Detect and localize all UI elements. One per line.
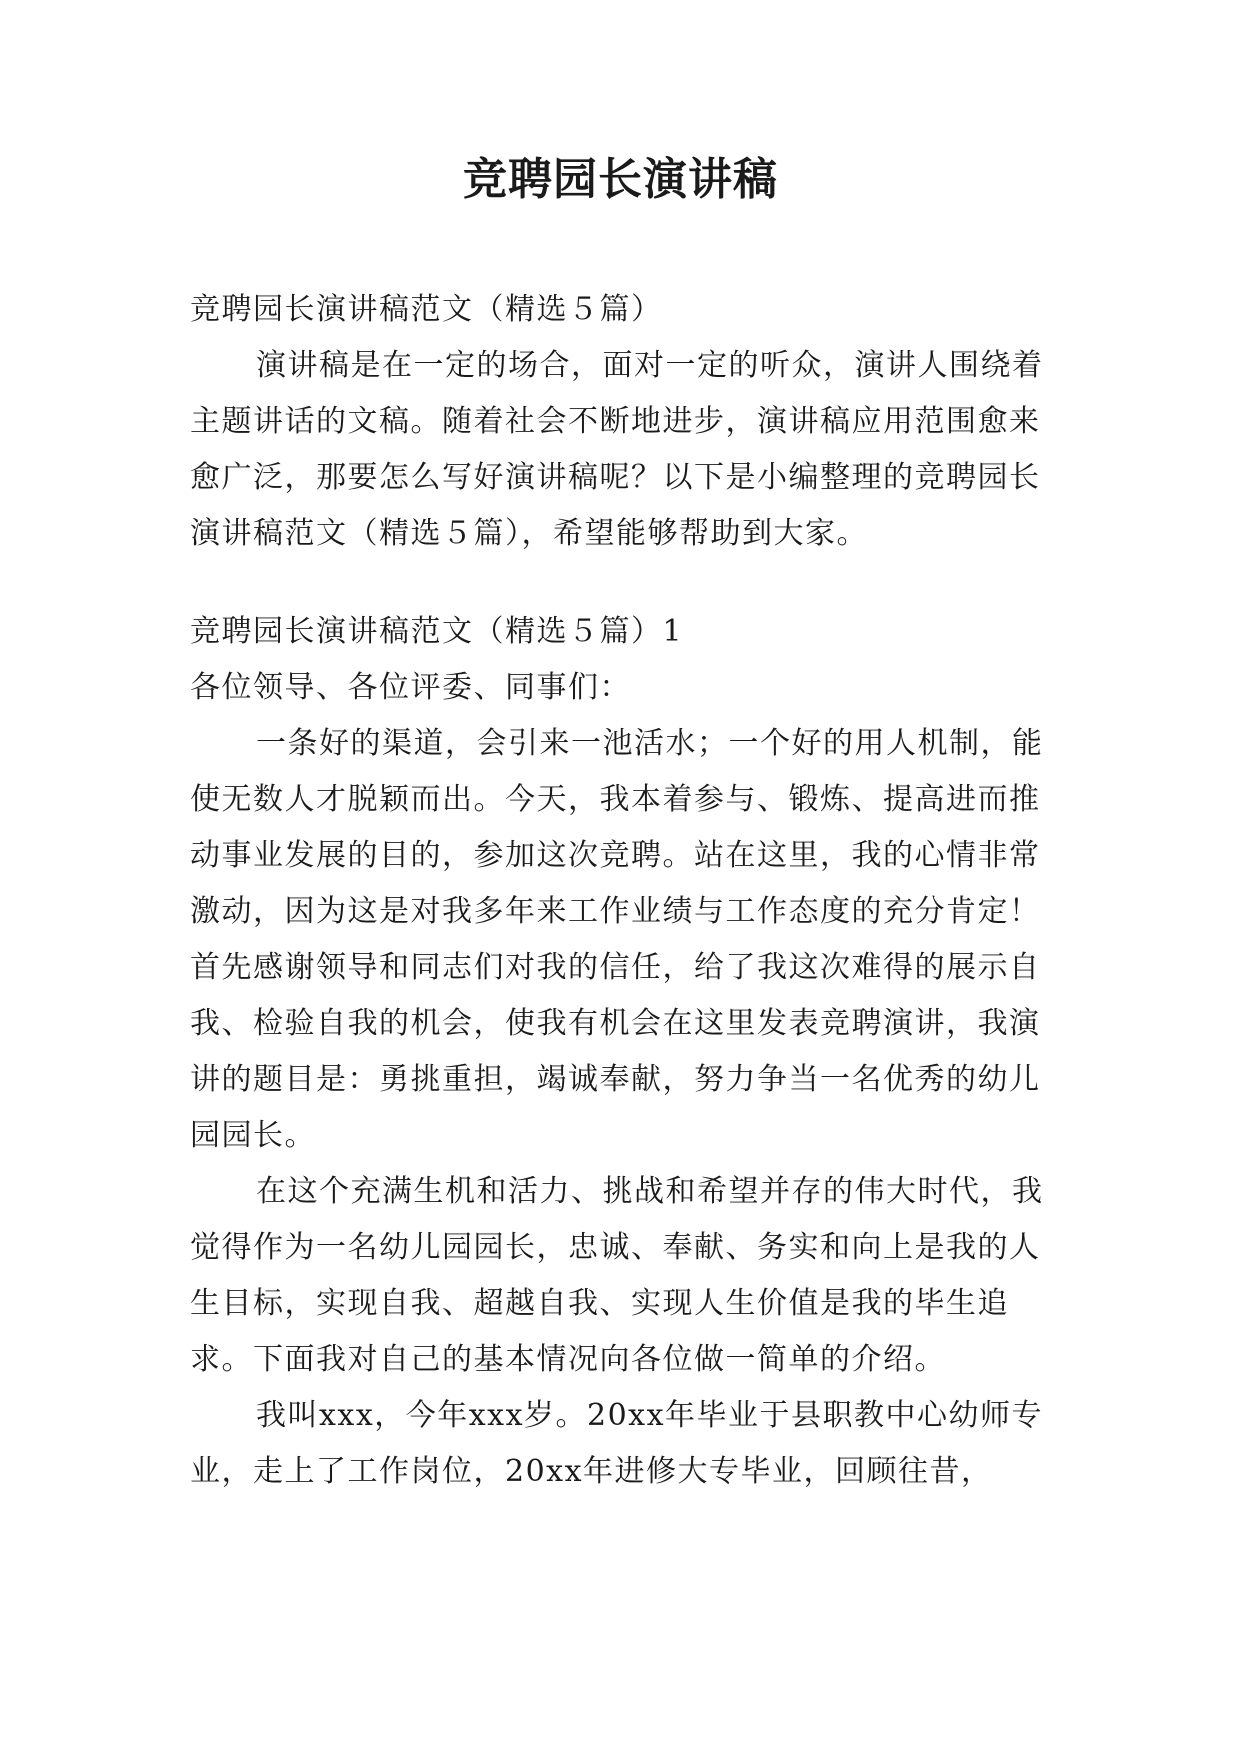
- document-body: [190, 282, 1060, 1500]
- document-title: 竞聘园长演讲稿: [463, 154, 778, 205]
- intro-paragraph: 演讲稿是在一定的场合，面对一定的听众，演讲人围绕着主题讲话的文稿。随着社会不断地进步，演讲稿应用范围愈来愈广泛，那要怎么写好演讲稿呢？以下是小编整理的竞聘园长演讲稿范文（精选５篇），希望能够帮助到大家。: [190, 348, 1044, 551]
- section-gap: [190, 562, 1060, 604]
- document-subtitle: 竞聘园长演讲稿范文（精选５篇）: [190, 292, 663, 327]
- body-paragraph-1: 一条好的渠道，会引来一池活水；一个好的用人机制，能使无数人才脱颖而出。今天，我本着参与、锻炼、提高进而推动事业发展的目的，参加这次竞聘。站在这里，我的心情非常激动，因为这是对我多年来工作业绩与工作态度的充分肯定！首先感谢领导和同志们对我的信任，给了我这次难得的展示自我、检验自我的机会，使我有机会在这里发表竞聘演讲，我演讲的题目是：勇挑重担，竭诚奉献，努力争当一名优秀的幼儿园园长。: [190, 726, 1044, 1153]
- body-paragraph-3: 我叫xxx，今年xxx岁。20xx年毕业于县职教中心幼师专业，走上了工作岗位，20xx年进修大专毕业，回顾往昔，: [190, 1398, 1044, 1489]
- salutation: 各位领导、各位评委、同事们：: [190, 670, 631, 705]
- body-paragraph-2: 在这个充满生机和活力、挑战和希望并存的伟大时代，我觉得作为一名幼儿园园长，忠诚、奉献、务实和向上是我的人生目标，实现自我、超越自我、实现人生价值是我的毕生追求。下面我对自己的基本情况向各位做一简单的介绍。: [190, 1174, 1044, 1377]
- section-heading: 竞聘园长演讲稿范文（精选５篇）1: [190, 614, 684, 649]
